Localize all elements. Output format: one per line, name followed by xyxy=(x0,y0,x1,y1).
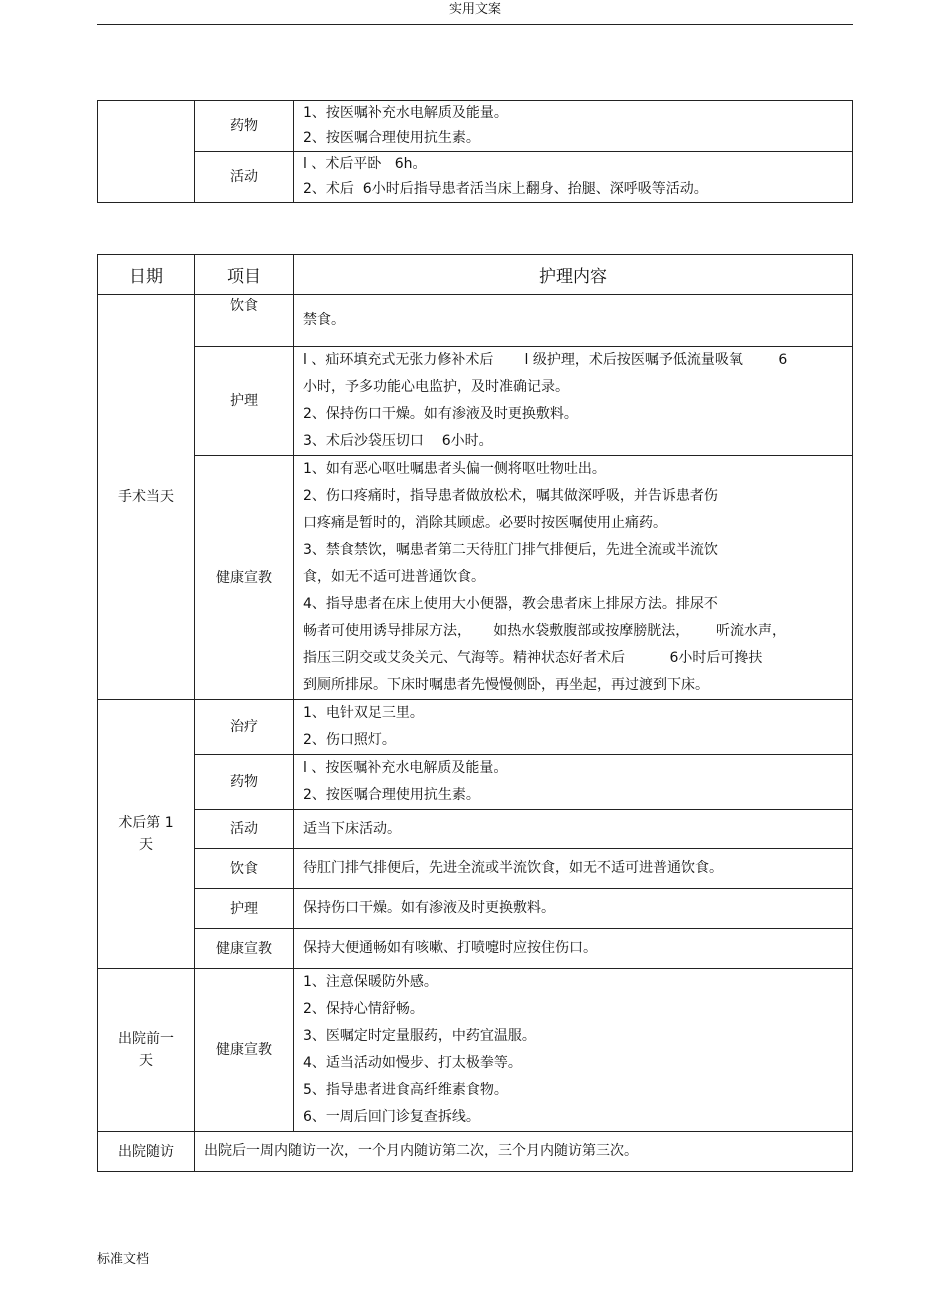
content-line: 出院后一周内随访一次，一个月内随访第二次，三个月内随访第三次。 xyxy=(204,1143,638,1159)
item-cell: 健康宣教 xyxy=(195,456,294,700)
page-footer: 标准文档 xyxy=(97,1252,150,1267)
item-cell: 健康宣教 xyxy=(195,969,294,1132)
header-divider xyxy=(97,24,853,25)
header-item: 项目 xyxy=(195,255,294,295)
content-cell xyxy=(294,810,853,849)
content-line: 食，如无不适可进普通饮食。 xyxy=(303,569,485,585)
nursing-table-continued xyxy=(97,100,853,203)
content-cell xyxy=(294,849,853,889)
content-line: 4、指导患者在床上使用大小便器，教会患者床上排尿方法。排尿不 xyxy=(303,596,718,612)
content-line: 2、按医嘱合理使用抗生素。 xyxy=(303,130,480,146)
content-line: 指压三阴交或艾灸关元、气海等。精神状态好者术后 6小时后可搀扶 xyxy=(303,650,763,666)
date-cell-postop-day1 xyxy=(98,700,195,969)
date-cell-surgery-day: 手术当天 xyxy=(98,295,195,700)
content-cell xyxy=(294,969,853,1132)
content-line: 3、禁食禁饮，嘱患者第二天待肛门排气排便后，先进全流或半流饮 xyxy=(303,542,718,558)
item-cell: 护理 xyxy=(195,889,294,929)
content-line: 畅者可使用诱导排尿方法， 如热水袋敷腹部或按摩膀胱法， 听流水声， xyxy=(303,623,786,639)
content-line: 2、保持心情舒畅。 xyxy=(303,1001,424,1017)
date-cell-followup: 出院随访 xyxy=(98,1132,195,1172)
content-line: l 、按医嘱补充水电解质及能量。 xyxy=(303,760,508,776)
content-line: 3、术后沙袋压切口 6小时。 xyxy=(303,433,493,449)
content-cell xyxy=(294,889,853,929)
nursing-plan-table xyxy=(97,254,853,1172)
content-line: 2、术后 6小时后指导患者活当床上翻身、抬腿、深呼吸等活动。 xyxy=(303,181,708,197)
content-line: 保持伤口干燥。如有渗液及时更换敷料。 xyxy=(303,900,555,916)
content-cell xyxy=(294,755,853,810)
item-cell: 饮食 xyxy=(195,295,294,347)
date-cell-empty xyxy=(98,101,195,203)
item-cell: 活动 xyxy=(195,810,294,849)
content-line: 1、按医嘱补充水电解质及能量。 xyxy=(303,105,508,121)
content-line: 适当下床活动。 xyxy=(303,820,401,837)
content-line: 2、伤口照灯。 xyxy=(303,732,396,748)
content-line: 4、适当活动如慢步、打太极拳等。 xyxy=(303,1055,522,1071)
content-cell xyxy=(294,700,853,755)
content-cell xyxy=(294,152,853,203)
content-line: 3、医嘱定时定量服药，中药宜温服。 xyxy=(303,1028,536,1044)
date-line: 天 xyxy=(139,1053,153,1069)
item-cell: 药物 xyxy=(195,101,294,152)
item-cell: 活动 xyxy=(195,152,294,203)
date-line: 术后第 1 xyxy=(118,815,174,831)
content-line: 待肛门排气排便后，先进全流或半流饮食，如无不适可进普通饮食。 xyxy=(303,860,723,876)
content-line: l 、术后平卧 6h。 xyxy=(303,156,427,172)
content-cell xyxy=(294,929,853,969)
date-line: 出院前一 xyxy=(118,1031,174,1047)
content-cell xyxy=(294,347,853,456)
content-line: 5、指导患者进食高纤维素食物。 xyxy=(303,1082,508,1098)
content-line: 口疼痛是暂时的，消除其顾虑。必要时按医嘱使用止痛药。 xyxy=(303,515,667,531)
item-cell: 药物 xyxy=(195,755,294,810)
content-line: 禁食。 xyxy=(303,312,345,328)
content-line: 1、电针双足三里。 xyxy=(303,705,424,721)
item-cell: 护理 xyxy=(195,347,294,456)
date-cell-pre-discharge xyxy=(98,969,195,1132)
item-cell: 饮食 xyxy=(195,849,294,889)
header-date: 日期 xyxy=(98,255,195,295)
page-header: 实用文案 xyxy=(448,2,501,17)
content-line: 保持大便通畅如有咳嗽、打喷嚏时应按住伤口。 xyxy=(303,940,597,956)
content-line: 1、如有恶心呕吐嘱患者头偏一侧将呕吐物吐出。 xyxy=(303,461,606,477)
content-line: 1、注意保暖防外感。 xyxy=(303,974,438,990)
item-cell: 治疗 xyxy=(195,700,294,755)
header-content: 护理内容 xyxy=(294,255,853,295)
item-cell: 健康宣教 xyxy=(195,929,294,969)
content-cell xyxy=(294,295,853,347)
followup-content xyxy=(195,1132,853,1172)
content-line: 2、保持伤口干燥。如有渗液及时更换敷料。 xyxy=(303,406,578,422)
content-line: 2、伤口疼痛时，指导患者做放松术，嘱其做深呼吸，并告诉患者伤 xyxy=(303,488,718,504)
content-cell xyxy=(294,456,853,700)
content-cell xyxy=(294,101,853,152)
content-line: l 、疝环填充式无张力修补术后 l 级护理，术后按医嘱予低流量吸氧 6 xyxy=(303,352,788,368)
content-line: 小时，予多功能心电监护，及时准确记录。 xyxy=(303,379,569,395)
content-line: 6、一周后回门诊复查拆线。 xyxy=(303,1109,480,1125)
date-line: 天 xyxy=(139,837,153,853)
content-line: 2、按医嘱合理使用抗生素。 xyxy=(303,787,480,803)
content-line: 到厕所排尿。下床时嘱患者先慢慢侧卧，再坐起，再过渡到下床。 xyxy=(303,677,709,693)
